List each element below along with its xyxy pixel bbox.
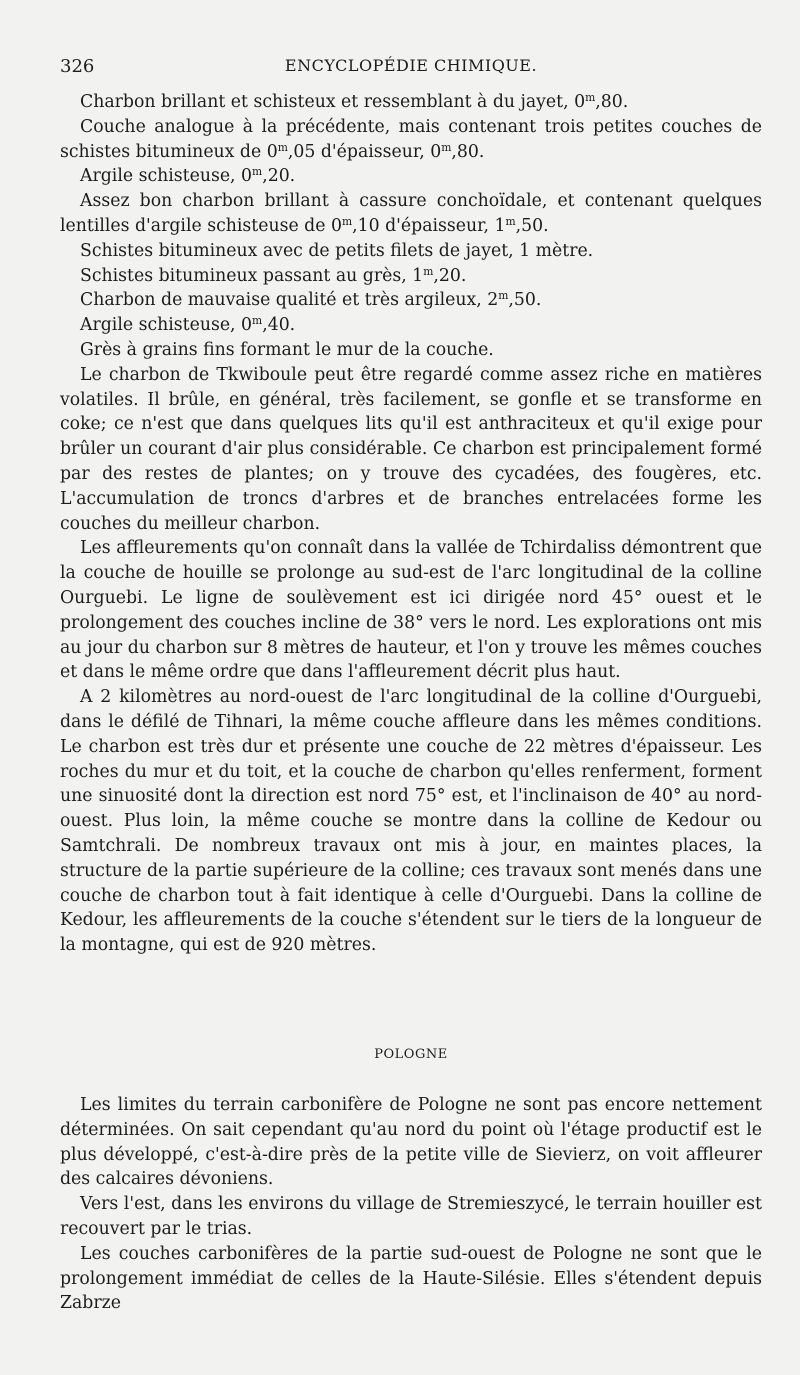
- paragraph: Les affleurements qu'on connaît dans la vallée de Tchirdaliss démontrent que la couche de houille se prolonge au sud-est de l'arc longitudinal de la colline Ourguebi. Le ligne de soulèvement est ici dirigée nord 45° ouest et le prolongement des couches incline de 38° vers le nord. Les explorations ont mis au jour du charbon sur 8 mètres de hauteur, et l'on y trouve les mêmes couches et dans le même ordre que dans l'affleurement décrit plus haut.: [60, 538, 762, 683]
- paragraph: Vers l'est, dans les environs du village de Stremieszycé, le terrain houiller est recouvert par le trias.: [60, 1194, 762, 1239]
- layer-item: Argile schisteuse, 0$^m$,40.: [80, 314, 296, 336]
- layer-item: Schistes bitumineux avec de petits filets de jayet, 1 mètre.: [80, 240, 594, 261]
- paragraph: Le charbon de Tkwiboule peut être regardé comme assez riche en matières volatiles. Il brûle, en général, très facilement, se gonfle et se transforme en coke; ce n'est que dans quelques lits qu'il est anthraciteux et qu'il exige pour brûler un courant d'air plus considérable. Ce charbon est principalement formé par des restes de plantes; on y trouve des cycadées, des fougères, etc. L'accumulation de troncs d'arbres et de branches entrelacées forme les couches du meilleur charbon.: [60, 364, 762, 534]
- layer-item: Charbon de mauvaise qualité et très argileux, 2$^m$,50.: [80, 289, 542, 311]
- layer-item: Assez bon charbon brillant à cassure conchoïdale, et contenant quelques lentilles d'argile schisteuse de 0$^m$,10 d'épaisseur, 1$^m$,50.: [60, 191, 762, 236]
- page-number: 326: [60, 56, 95, 77]
- page-header: [60, 56, 762, 80]
- layer-item: Grès à grains fins formant le mur de la couche.: [80, 339, 494, 360]
- layer-list: [60, 90, 762, 958]
- layer-item: Schistes bitumineux passant au grès, 1$^m$,20.: [80, 264, 467, 286]
- paragraph: Les couches carbonifères de la partie sud-ouest de Pologne ne sont que le prolongement immédiat de celles de la Haute-Silésie. Elles s'étendent depuis Zabrze: [60, 1243, 762, 1314]
- layer-item: Charbon brillant et schisteux et ressemblant à du jayet, 0$^m$,80.: [80, 91, 629, 112]
- paragraph: A 2 kilomètres au nord-ouest de l'arc longitudinal de la colline d'Ourguebi, dans le défilé de Tihnari, la même couche affleure dans les mêmes conditions. Le charbon est très dur et présente une couche de 22 mètres d'épaisseur. Les roches du mur et du toit, et la couche de charbon qu'elles renferment, forment une sinuosité dont la direction est nord 75° est, et l'inclinaison de 40° au nord-ouest. Plus loin, la même couche se montre dans la colline de Kedour ou Samtchrali. De nombreux travaux ont mis à jour, en maintes places, la structure de la partie supérieure de la colline; ces travaux sont menés dans une couche de charbon tout à fait identique à celle d'Ourguebi. Dans la colline de Kedour, les affleurements de la couche s'étendent sur le tiers de la longueur de la montagne, qui est de 920 mètres.: [60, 687, 762, 956]
- layer-item: Couche analogue à la précédente, mais contenant trois petites couches de schistes bitumineux de 0$^m$,05 d'épaisseur, 0$^m$,80.: [60, 116, 762, 162]
- running-title: ENCYCLOPÉDIE CHIMIQUE.: [284, 56, 538, 75]
- section-body: [60, 1093, 762, 1316]
- layer-item: Argile schisteuse, 0$^m$,20.: [80, 165, 296, 187]
- section-heading: POLOGNE: [374, 1047, 448, 1062]
- paragraph: Les limites du terrain carbonifère de Pologne ne sont pas encore nettement déterminées. On sait cependant qu'au nord du point où l'étage productif est le plus développé, c'est-à-dire près de la petite ville de Sievierz, on voit affleurer des calcaires dévoniens.: [60, 1095, 762, 1190]
